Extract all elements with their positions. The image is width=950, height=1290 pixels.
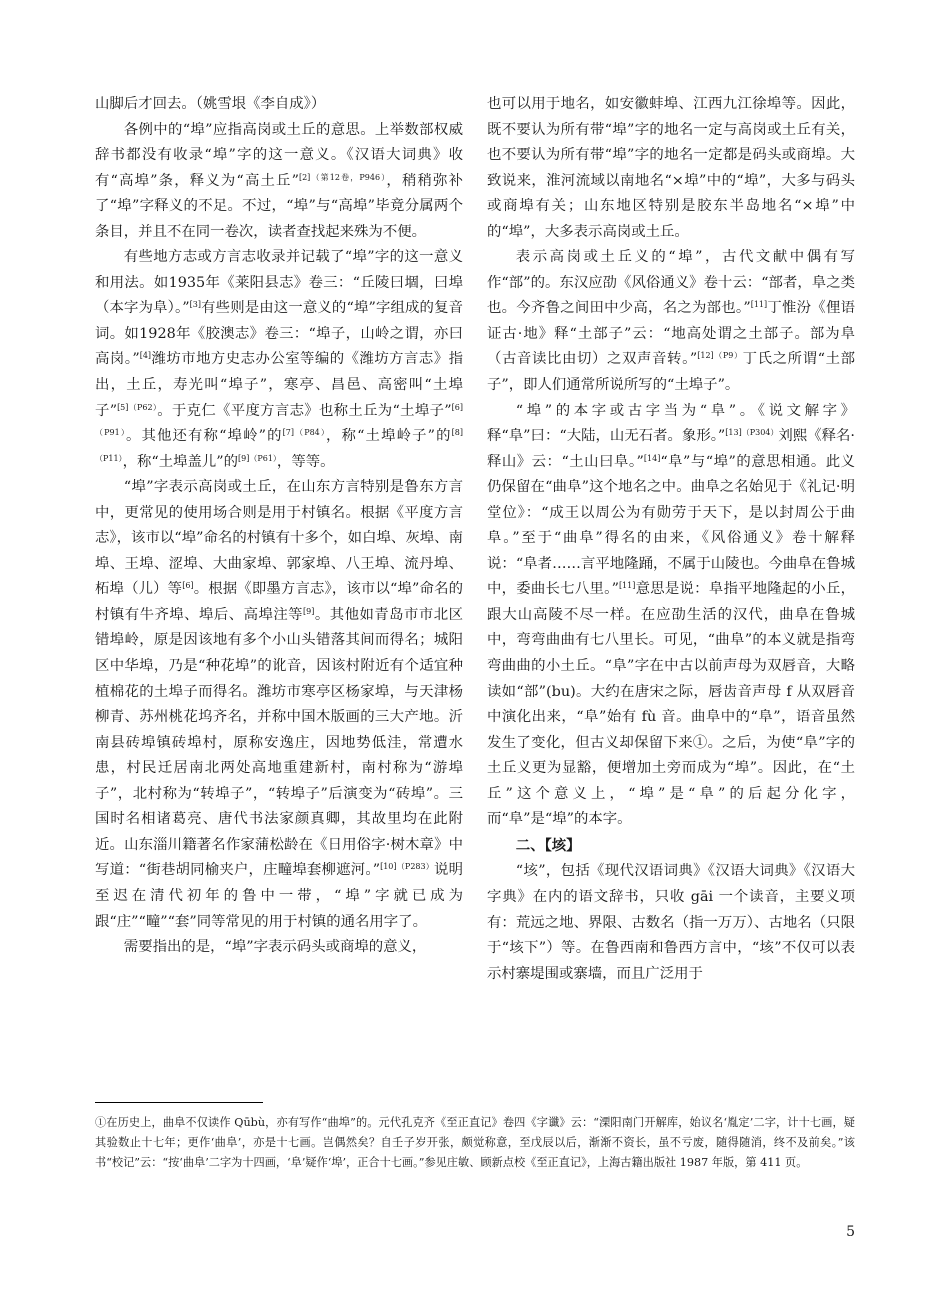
left-paragraph: 有些地方志或方言志收录并记载了“埠”字的这一意义和用法。如1935年《莱阳县志》卷三：“丘陵曰堌，曰埠（本字为阜）。”[3]有些则是由这一意义的“埠”字组成的复音词。如1928年《胶澳志》卷三：“埠子，山岭之谓，亦曰高岗。”[4]潍坊市地方史志办公室等编的《潍坊方言志》指出，土丘，寿光叫“埠子”，寒亭、昌邑、高密叫“土埠子”$^{[5](P62)}$。于克仁《平度方言志》也称土丘为“土埠子”$^{[6](P91)}$。其他还有称“埠岭”的$^{[7](P84)}$，称“土埠岭子”的$^{[8](P11)}$，称“土埠盖儿”的$^{[9](P61)}$，等等。 [95,249,463,470]
citation-marker: [13]（P304） [725,428,779,438]
citation-marker: [3] [189,300,202,310]
citation-marker: [6]（P91） [95,402,463,438]
left-paragraph: 需要指出的是，“埠”字表示码头或商埠的意义， [123,939,427,956]
citation-marker: [11] [750,300,768,310]
citation-marker: [5]（P62） [117,402,158,412]
left-paragraph: 各例中的“埠”应指高岗或土丘的意思。上举数部权威辞书都没有收录“埠”字的这一意义。《汉语大词典》收有“高埠”条，释义为“高土丘”$^{[2](第12卷,P946)}$，稍稍弥补了“埠”字释义的不足。不过，“埠”与“高埠”毕竟分属两个条目，并且不在同一卷次，读者查找起来殊为不便。 [95,121,463,240]
left-paragraph: “埠”字表示高岗或土丘，在山东方言特别是鲁东方言中，更常见的使用场合则是用于村镇名。根据《平度方言志》，该市以“埠”命名的村镇有十多个，如白埠、灰埠、南埠、王埠、涩埠、大曲家埠、郭家埠、八王埠、流丹埠、柘埠（儿）等[6]。根据《即墨方言志》，该市以“埠”命名的村镇有牛齐埠、埠后、高埠注等[9]。其他如青岛市市北区错埠岭，原是因该地有多个小山头错落其间而得名；城阳区中华埠，乃是“种花埠”的讹音，因该村附近有个适宜种植棉花的土埠子而得名。潍坊市寒亭区杨家埠，与天津杨柳青、苏州桃花坞齐名，并称中国木版画的三大产地。沂南县砖埠镇砖埠村，原称安逸庄，因地势低洼，常遭水患，村民迁居南北两处高地重建新村，南村称为“游埠子”，北村称为“转埠子”，“转埠子”后演变为“砖埠”。三国时名相诸葛亮、唐代书法家颜真卿，其故里均在此附近。山东淄川籍著名作家蒲松龄在《日用俗字·树木章》中写道：“街巷胡同榆夹户，庄疃埠套柳遮河。”$^{[10](P283)}$说明至迟在清代初年的鲁中一带，“埠”字就已成为跟“庄”“疃”“套”同等常见的用于村镇的通名用字了。 [95,479,463,930]
citation-marker: [14] [643,453,661,463]
left-paragraph: 山脚后才回去。（姚雪垠《李自成》） [95,96,326,112]
right-paragraph: “垓”，包括《现代汉语词典》《汉语大词典》《汉语大字典》在内的语文辞书，只收 gāi 一个读音，主要义项有：荒远之地、界限、古数名（指一万万）、古地名（只限于“垓下”）等。在鲁西南和鲁西方言中，“垓”不仅可以表示村寨堤围或寨墙，而且广泛用于 [487,863,855,982]
citation-marker: [4] [139,351,152,361]
citation-marker: [12]（P9） [697,351,743,361]
right-column [487,92,855,987]
footnote: ①在历史上，曲阜不仅读作 Qūbù，亦有写作“曲埠”的。元代孔克齐《至正直记》卷四《字谶》云：“溧阳南门开解库，始议名‘胤定’二字，计十七画，疑其验数止十七年；更作‘曲阜’，亦是十七画。岂偶然矣？自壬子岁开张，颇觉称意，至戊辰以后，渐渐不资长，虽不亏废，随得随消，终不及前矣。”该书“校记”云：“按‘曲阜’二字为十四画，‘阜’疑作‘埠’，正合十七画。”参见庄敏、顾新点校《至正直记》，上海古籍出版社 1987 年版，第 411 页。 [95,1116,855,1169]
right-paragraph: “埠”的本字或古字当为“阜”。《说文解字》释“阜”曰：“大陆，山无石者。象形。”$^{[13](P304)}$刘熙《释名·释山》云：“土山曰阜。”[14]“阜”与“埠”的意思相通。此义仍保留在“曲阜”这个地名之中。曲阜之名始见于《礼记·明堂位》：“成王以周公为有勋劳于天下，是以封周公于曲阜。”至于“曲阜”得名的由来，《风俗通义》卷十解释说：“阜者……言平地隆踊，不属于山陵也。今曲阜在鲁城中，委曲长七八里。”[11]意思是说：阜指平地隆起的小丘，跟大山高陵不尽一样。在应劭生活的汉代，曲阜在鲁城中，弯弯曲曲有七八里长。可见，“曲阜”的本义就是指弯弯曲曲的小土丘。“阜”字在中古以前声母为双唇音，大略读如“部”(bu)。大约在唐宋之际，唇齿音声母 f 从双唇音中演化出来，“阜”始有 fù 音。曲阜中的“阜”，语音虽然发生了变化，但古义却保留下来①。之后，为使“阜”字的土丘义更为显豁，便增加土旁而成为“埠”。因此，在“土丘”这个意义上，“埠”是“阜”的后起分化字，而“阜”是“埠”的本字。 [487,402,856,828]
citation-marker: [9]（P61） [238,453,277,463]
citation-marker: [6] [182,581,194,591]
citation-marker: [10]（P283） [380,862,434,872]
citation-marker: [7]（P84） [282,428,327,438]
citation-marker: [2]（第12卷，P946） [298,172,387,182]
citation-marker: [11] [618,581,636,591]
footnote-divider [95,1102,263,1103]
page-number: 5 [846,1224,855,1240]
right-paragraph: 表示高岗或土丘义的“埠”，古代文献中偶有写作“部”的。东汉应劭《风俗通义》卷十云：“部者，阜之类也。今齐鲁之间田中少高，名之为部也。”[11]丁惟汾《俚语证古·地》释“土部子”云：“地高处谓之土部子。部为阜（古音读比由切）之双声音转。”$^{[12](P9)}$丁氏之所谓“土部子”，即人们通常所说所写的“土埠子”。 [487,249,855,394]
section-heading: 二、【垓】 [515,836,581,854]
citation-marker: [8]（P11） [95,428,463,463]
right-paragraph: 也可以用于地名，如安徽蚌埠、江西九江徐埠等。因此，既不要认为所有带“埠”字的地名一定与高岗或土丘有关，也不要认为所有带“埠”字的地名一定都是码头或商埠。大致说来，淮河流域以南地名“×埠”中的“埠”，大多与码头或商埠有关；山东地区特别是胶东半岛地名“×埠”中的“埠”，大多表示高岗或土丘。 [487,96,855,240]
left-column [95,92,463,961]
citation-marker: [9] [303,606,315,616]
